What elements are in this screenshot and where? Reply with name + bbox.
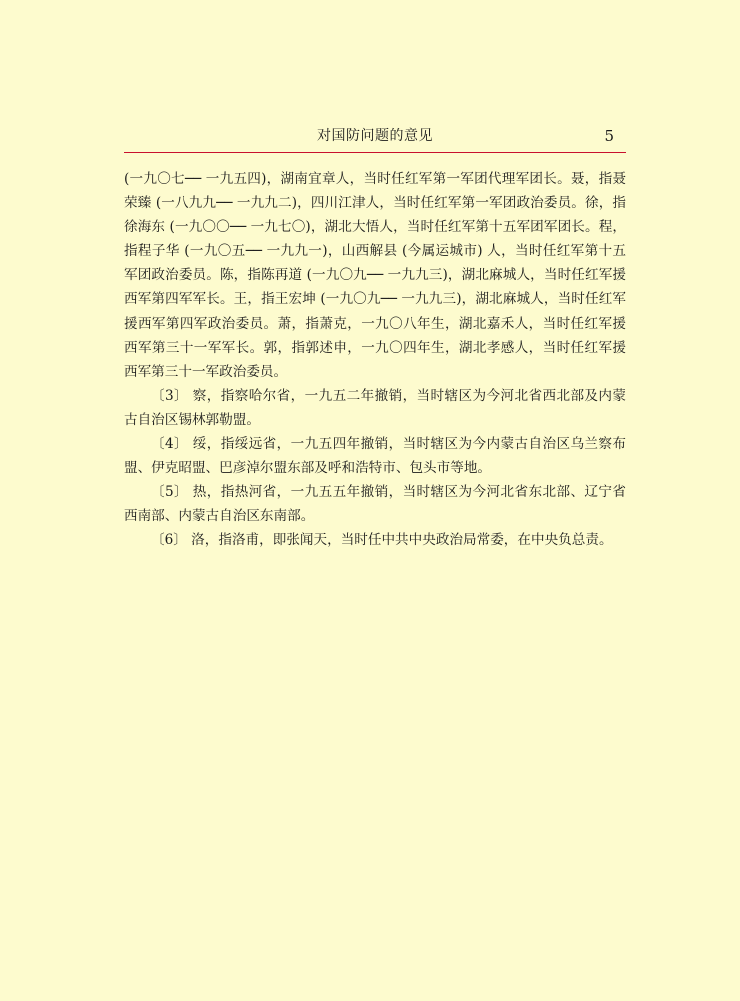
page-number: 5	[604, 127, 614, 145]
header-rule	[124, 152, 626, 153]
note-6: 〔6〕 洛，指洛甫，即张闻天，当时任中共中央政治局常委，在中央负总责。	[151, 532, 613, 549]
running-header	[124, 124, 626, 148]
note-5: 〔5〕 热，指热河省，一九五五年撤销，当时辖区为今河北省东北部、辽宁省西南部、内蒙古自治区东南部。	[124, 484, 626, 525]
chapter-title: 对国防问题的意见	[317, 128, 433, 144]
note-paragraph: (一九〇七── 一九五四)，湖南宜章人，当时任红军第一军团代理军团长。聂，指聂荣臻 (一八九九── 一九九二)，四川江津人，当时任红军第一军团政治委员。徐，指徐海东 (一九〇〇── 一九七〇)，湖北大悟人，当时任红军第十五军团军团长。程，指程子华 (一九〇五── 一九九一)，山西解县 (今属运城市) 人，当时任红军第十五军团政治委员。陈，指陈再道 (一九〇九── 一九九三)，湖北麻城人，当时任红军援西军第四军军长。王，指王宏坤 (一九〇九── 一九九三)，湖北麻城人，当时任红军援西军第四军政治委员。萧，指萧克，一九〇八年生，湖北嘉禾人，当时任红军援西军第三十一军军长。郭，指郭述申，一九〇四年生，湖北孝感人，当时任红军援西军第三十一军政治委员。	[124, 171, 626, 380]
note-4: 〔4〕 绥，指绥远省，一九五四年撤销，当时辖区为今内蒙古自治区乌兰察布盟、伊克昭盟、巴彦淖尔盟东部及呼和浩特市、包头市等地。	[124, 436, 626, 477]
note-3: 〔3〕 察，指察哈尔省，一九五二年撤销，当时辖区为今河北省西北部及内蒙古自治区锡林郭勒盟。	[124, 387, 626, 428]
endnotes	[124, 167, 626, 553]
